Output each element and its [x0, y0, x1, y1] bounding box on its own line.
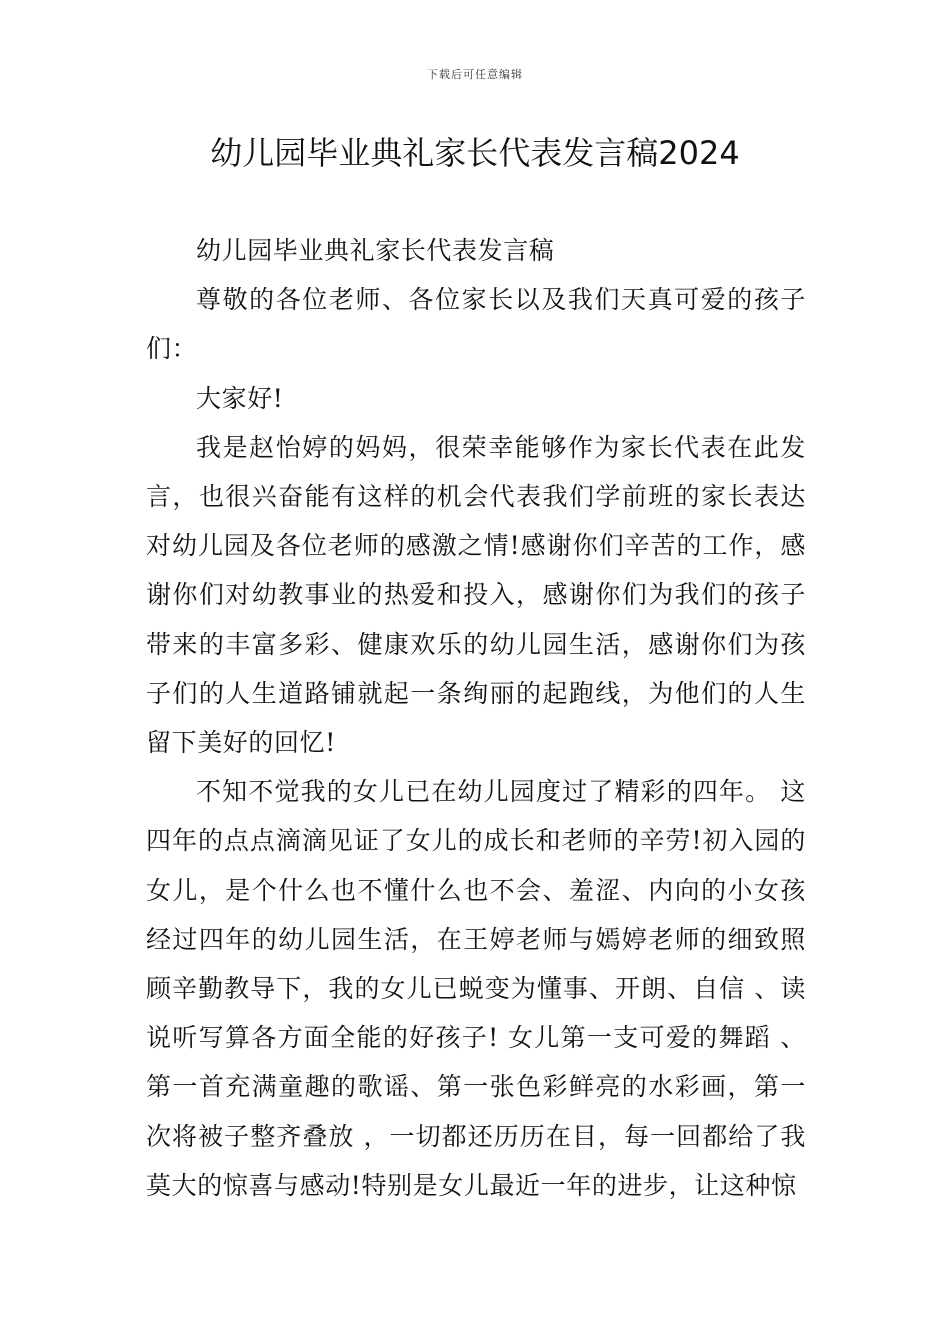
paragraph-four-years: 不知不觉我的女儿已在幼儿园度过了精彩的四年。 这四年的点点滴滴见证了女儿的成长和老师的辛劳!初入园的女儿，是个什么也不懂什么也不会、羞涩、内向的小女孩经过四年的幼儿园生活，在王婷老师与嫣婷老师的细致照顾辛勤教导下，我的女儿已蜕变为懂事、开朗、自信 、读说听写算各方面全能的好孩子! 女儿第一支可爱的舞蹈 、第一首充满童趣的歌谣、第一张色彩鲜亮的水彩画，第一次将被子整齐叠放 ，一切都还历历在目，每一回都给了我莫大的惊喜与感动!特别是女儿最近一年的进步，让这种惊	[146, 777, 806, 1200]
paragraph-greeting: 大家好!	[196, 383, 284, 413]
header-note: 下载后可任意编辑	[427, 68, 523, 81]
document-body	[146, 226, 806, 1210]
paragraph-introduction: 我是赵怡婷的妈妈，很荣幸能够作为家长代表在此发言，也很兴奋能有这样的机会代表我们学前班的家长表达对幼儿园及各位老师的感激之情!感谢你们辛苦的工作，感谢你们对幼教事业的热爱和投入，感谢你们为我们的孩子带来的丰富多彩、健康欢乐的幼儿园生活，感谢你们为孩子们的人生道路铺就起一条绚丽的起跑线，为他们的人生留下美好的回忆!	[146, 432, 806, 758]
document-title: 幼儿园毕业典礼家长代表发言稿2024	[210, 134, 740, 172]
paragraph-salutation: 尊敬的各位老师、各位家长以及我们天真可爱的孩子们：	[146, 285, 806, 364]
paragraph-subtitle: 幼儿园毕业典礼家长代表发言稿	[196, 236, 555, 265]
